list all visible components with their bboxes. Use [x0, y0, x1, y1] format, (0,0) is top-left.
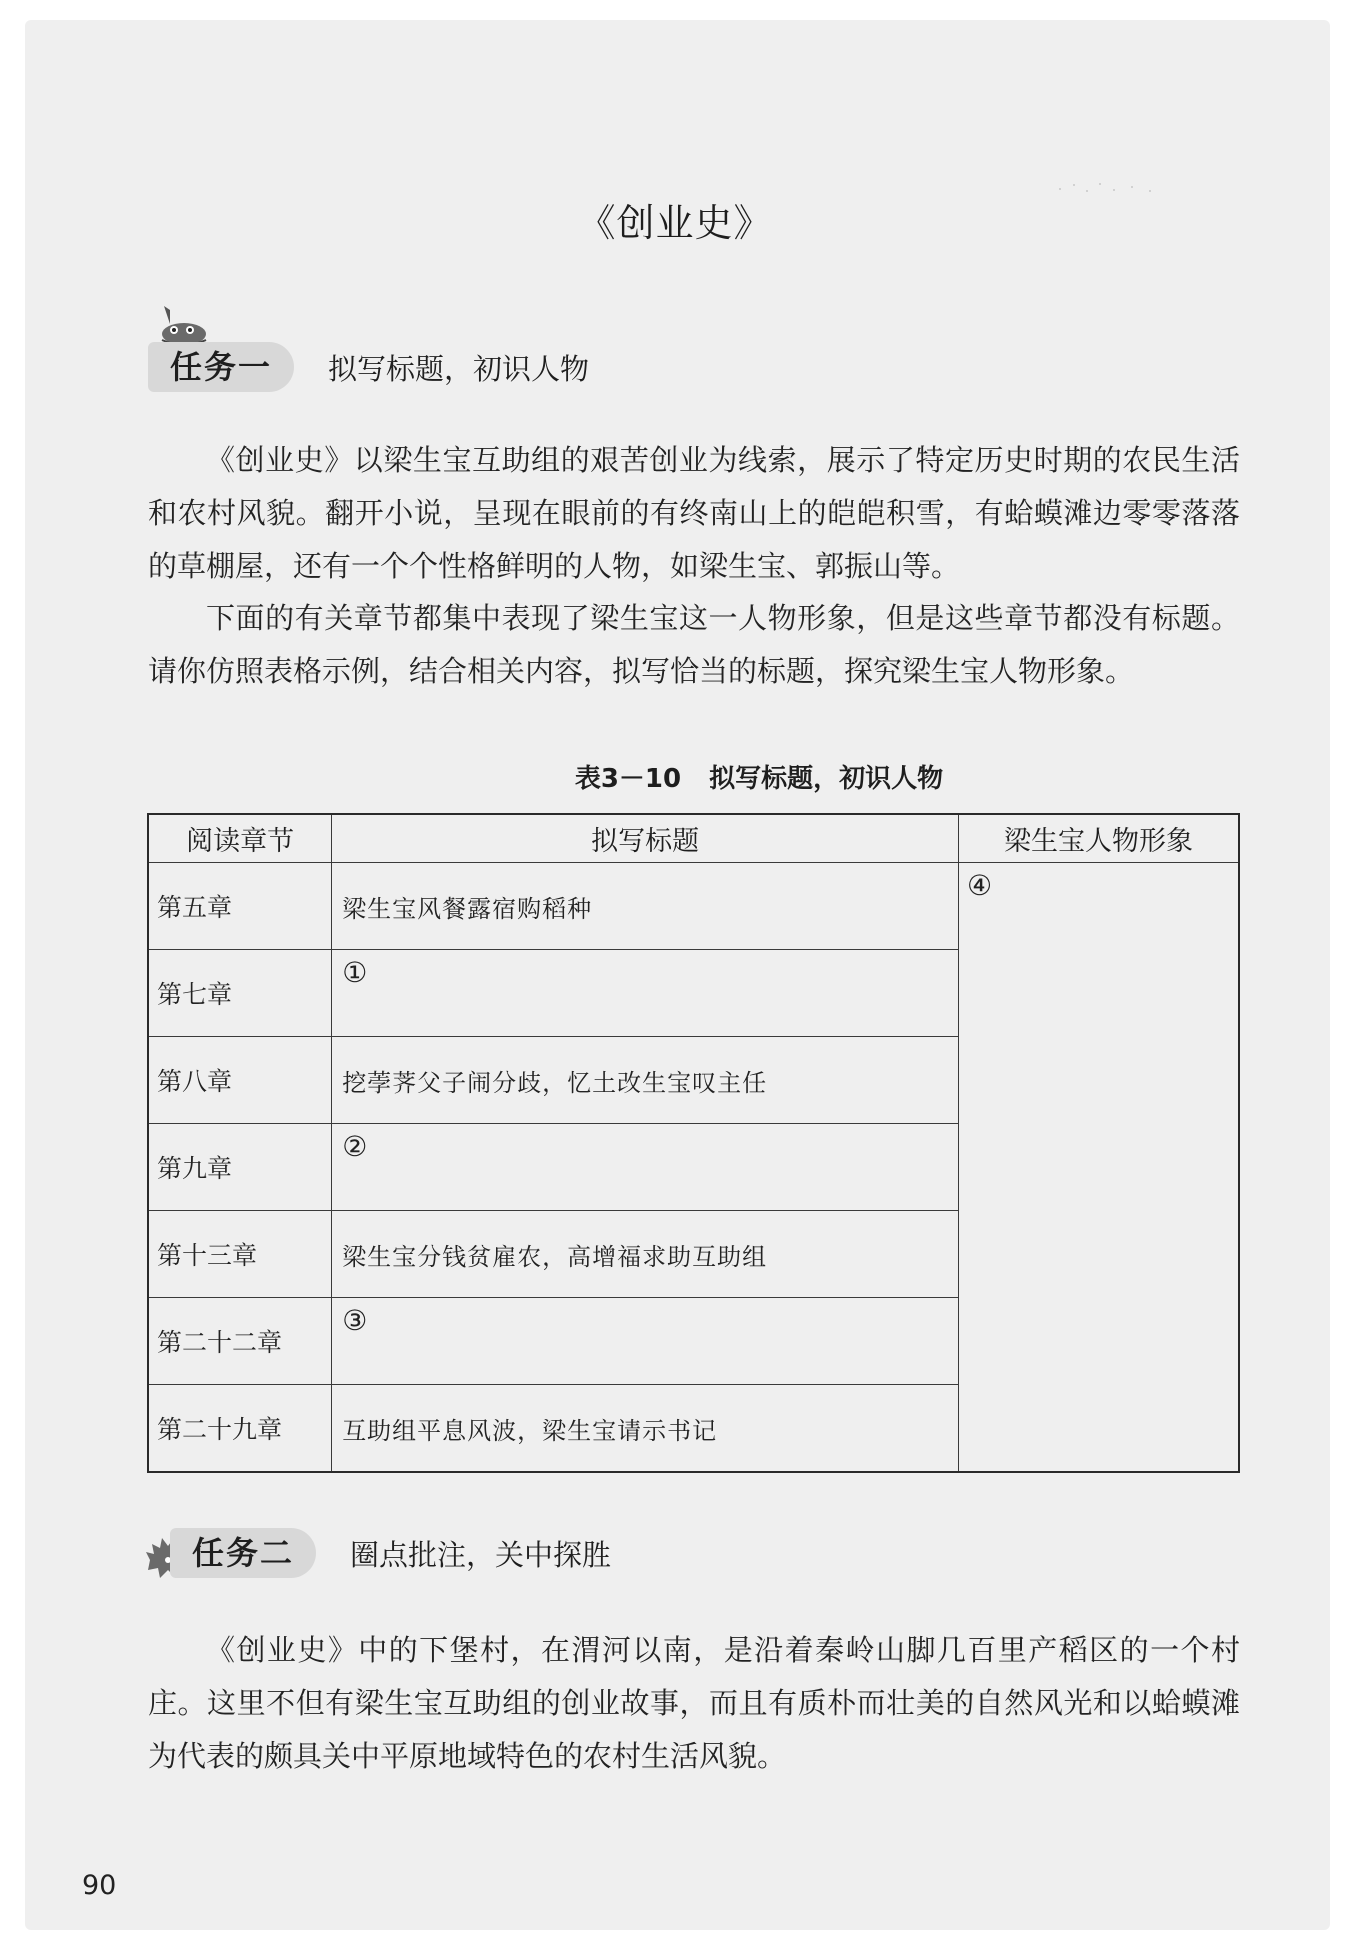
- chapter-cell: 第五章: [148, 863, 332, 950]
- page-title: 《创业史》: [577, 201, 773, 245]
- header-image: 梁生宝人物形象: [959, 814, 1240, 863]
- table-caption-number: 表3－10: [574, 764, 682, 794]
- title-cell: 挖荸荠父子闹分歧，忆土改生宝叹主任: [332, 1037, 959, 1124]
- task1-title: 拟写标题，初识人物: [328, 351, 590, 386]
- chapter-cell: 第八章: [148, 1037, 332, 1124]
- task2-paragraph-1: 《创业史》中的下堡村，在渭河以南，是沿着秦岭山脚几百里产稻区的一个村庄。这里不但有梁生宝互助组的创业故事，而且有质朴而壮美的自然风光和以蛤蟆滩为代表的颇具关中平原地域特色的农村生活风貌。: [148, 1633, 1240, 1773]
- blank-marker-1: ①: [342, 956, 369, 989]
- table-caption: [0, 758, 1350, 795]
- chapter-cell: 第九章: [148, 1124, 332, 1211]
- blank-marker-4: ④: [967, 869, 993, 902]
- blank-marker-2: ②: [342, 1130, 369, 1163]
- title-cell: 互助组平息风波，梁生宝请示书记: [332, 1385, 959, 1473]
- title-cell: 梁生宝风餐露宿购稻种: [332, 863, 959, 950]
- title-blank-cell[interactable]: [332, 1124, 959, 1211]
- title-cell: 梁生宝分钱贫雇农，高增福求助互助组: [332, 1211, 959, 1298]
- chapter-cell: 第二十二章: [148, 1298, 332, 1385]
- title-blank-cell[interactable]: [332, 950, 959, 1037]
- table-row: [148, 863, 1239, 950]
- task1-badge: 任务一: [148, 342, 294, 392]
- table-caption-text: 拟写标题，初识人物: [709, 764, 944, 794]
- task2-title: 圈点批注，关中探胜: [350, 1537, 612, 1572]
- task1-paragraph-2: 下面的有关章节都集中表现了梁生宝这一人物形象，但是这些章节都没有标题。请你仿照表格示例，结合相关内容，拟写恰当的标题，探究梁生宝人物形象。: [148, 601, 1240, 688]
- reading-table: [147, 813, 1240, 1473]
- header-title: 拟写标题: [332, 814, 959, 863]
- bug-mascot-icon: [156, 300, 212, 346]
- header-chapter: 阅读章节: [148, 814, 332, 863]
- task2-heading: [170, 1528, 611, 1578]
- chapter-cell: 第十三章: [148, 1211, 332, 1298]
- task1-heading: [148, 342, 589, 392]
- chapter-cell: 第七章: [148, 950, 332, 1037]
- task1-paragraph-1: 《创业史》以梁生宝互助组的艰苦创业为线索，展示了特定历史时期的农民生活和农村风貌。翻开小说，呈现在眼前的有终南山上的皑皑积雪，有蛤蟆滩边零零落落的草棚屋，还有一个个性格鲜明的人物，如梁生宝、郭振山等。: [148, 443, 1240, 583]
- title-blank-cell[interactable]: [332, 1298, 959, 1385]
- task2-badge: 任务二: [170, 1528, 316, 1578]
- chapter-cell: 第二十九章: [148, 1385, 332, 1473]
- blank-marker-3: ③: [342, 1304, 369, 1337]
- page-number: 90: [82, 1870, 117, 1901]
- character-image-cell[interactable]: [959, 863, 1240, 1473]
- table-header-row: [148, 814, 1239, 863]
